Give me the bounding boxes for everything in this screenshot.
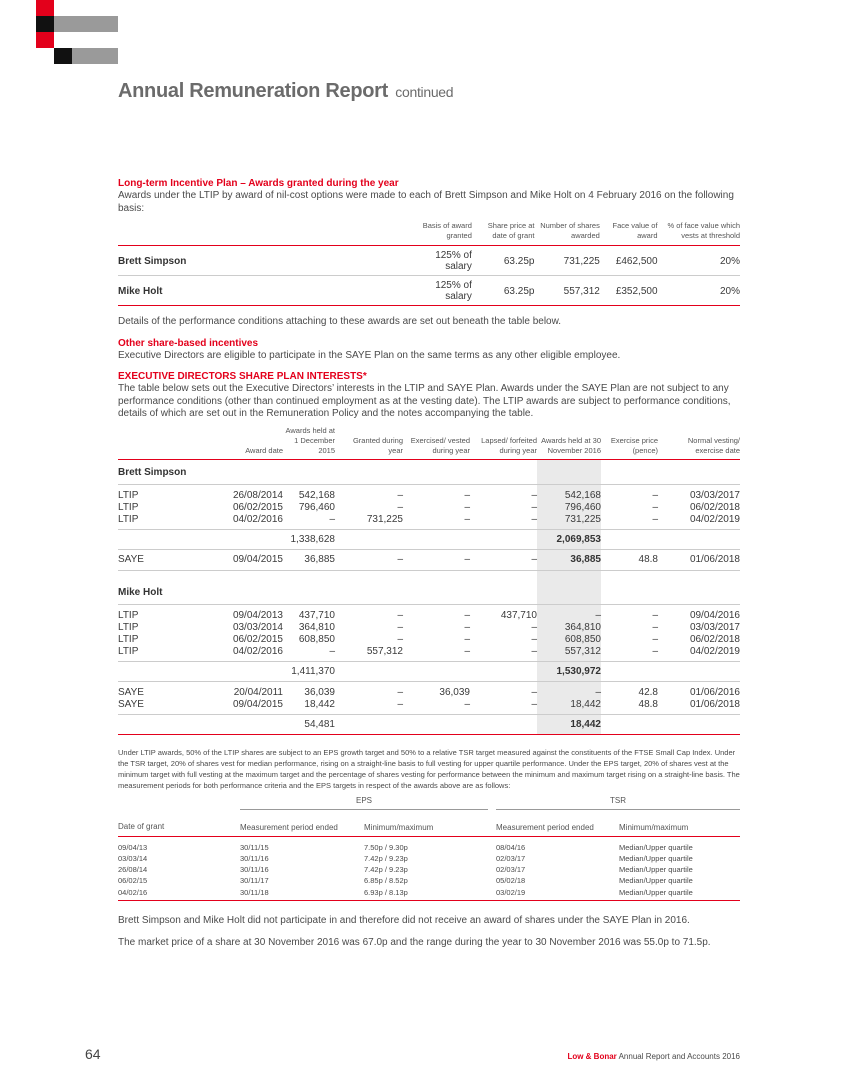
table-cell: LTIP [118, 621, 139, 633]
table-cell: 796,460 [298, 501, 335, 513]
table-cell: 30/11/16 [240, 865, 269, 875]
table-cell: – [464, 621, 470, 633]
table-cell: SAYE [118, 698, 144, 710]
table-cell: – [531, 489, 537, 501]
table-cell: 08/04/16 [496, 842, 526, 852]
table-cell [118, 221, 418, 246]
table-cell: 02/03/17 [496, 865, 526, 875]
table-cell [335, 661, 403, 681]
table-cell [118, 714, 168, 734]
table-cell [488, 853, 496, 864]
table-cell: 06/02/15 [118, 876, 148, 886]
subtotal-row [118, 529, 740, 549]
table-cell: Median/Upper quartile [619, 887, 740, 901]
eps-group-header: EPS [240, 796, 488, 810]
table-cell: 06/02/2018 [689, 633, 740, 645]
table-cell [335, 714, 403, 734]
table-cell: 04/02/16 [118, 887, 240, 901]
table-cell [403, 714, 470, 734]
table-cell: – [464, 698, 470, 710]
table-cell: 03/03/14 [118, 853, 148, 863]
table-cell [488, 836, 496, 853]
table-cell: LTIP [118, 609, 139, 621]
table-row [118, 681, 740, 699]
table-cell [118, 529, 168, 549]
table-cell [488, 864, 496, 875]
table-cell: – [464, 501, 470, 513]
table-cell [658, 529, 740, 549]
table-cell: – [464, 609, 470, 621]
table-cell: 05/02/18 [496, 876, 526, 886]
table-cell: 36,039 [304, 686, 335, 698]
person-row-mike: Mike Holt [118, 570, 740, 604]
table-header-row [118, 809, 740, 836]
interests-text: The table below sets out the Executive Directors’ interests in the LTIP and SAYE Plan. Awards under the SAYE Plan are not subject to any performance conditions (other than continued employment as at the vesting date). The LTIP awards are subject to performance conditions, details of which are set out in the Remuneration Policy and the notes accompanying the table. [118, 383, 731, 419]
ltip-intro: Awards under the LTIP by award of nil-cost options were made to each of Brett Simpson and Mike Holt on 4 February 2016 on the following basis: [118, 190, 734, 214]
table-header-row [118, 426, 740, 460]
table-cell [335, 529, 403, 549]
table-cell [601, 570, 658, 604]
other-heading: Other share-based incentives [118, 337, 259, 349]
table-cell: 7.42p / 9.23p [364, 865, 408, 875]
title-suffix: continued [395, 84, 454, 100]
col-header: Exercised/ vested during year [410, 435, 470, 455]
col-header: Minimum/maximum [619, 822, 689, 832]
closing-paragraph-2: The market price of a share at 30 November 2016 was 67.0p and the range during the year to 30 November 2016 was 55.0p to 71.5p. [118, 937, 711, 949]
group-header-row [118, 796, 740, 810]
table-cell: 54,481 [283, 714, 335, 734]
ltip-note: Details of the performance conditions attaching to these awards are set out beneath the table below. [118, 316, 562, 327]
table-cell: Median/Upper quartile [619, 842, 693, 852]
table-cell: 557,312 [537, 646, 601, 662]
main-content [118, 178, 740, 950]
table-cell: 437,710 [298, 609, 335, 621]
table-cell: 04/02/2019 [689, 645, 740, 657]
table-cell: 03/03/2014 [232, 621, 283, 633]
table-cell: – [397, 621, 403, 633]
table-cell: 04/02/2019 [689, 513, 740, 525]
table-cell: – [531, 686, 537, 698]
table-cell: 18,442 [537, 699, 601, 715]
table-cell: – [464, 633, 470, 645]
table-cell: LTIP [118, 489, 139, 501]
table-cell: Median/Upper quartile [619, 853, 693, 863]
table-cell [658, 714, 740, 734]
table-cell: 06/02/2018 [689, 501, 740, 513]
table-cell: – [531, 501, 537, 513]
interests-heading: EXECUTIVE DIRECTORS SHARE PLAN INTERESTS* [118, 371, 367, 382]
table-cell [168, 714, 283, 734]
table-cell: LTIP [118, 501, 139, 513]
table-cell [488, 875, 496, 886]
table-cell: – [531, 645, 537, 657]
col-header: Normal vesting/ exercise date [687, 435, 740, 455]
table-cell: – [537, 681, 601, 699]
table-cell: 796,460 [537, 502, 601, 514]
table-row [118, 836, 740, 853]
table-row: Mike Holt 125% of salary 63.25p 557,312 £352,500 20% [118, 276, 740, 306]
table-cell: 18,442 [537, 714, 601, 734]
table-cell: 09/04/13 [118, 842, 148, 852]
subtotal-row [118, 661, 740, 681]
tsr-group-header: TSR [496, 796, 740, 810]
doc-name: Annual Report and Accounts 2016 [618, 1052, 740, 1061]
table-cell: – [464, 645, 470, 657]
table-cell: – [397, 698, 403, 710]
table-cell [470, 529, 537, 549]
table-cell [488, 809, 496, 836]
table-cell: 30/11/18 [240, 887, 364, 901]
brand-logo [0, 0, 120, 70]
table-cell: 04/02/2016 [232, 645, 283, 657]
table-cell [601, 529, 658, 549]
col-header: Awards held at 30 November 2016 [541, 435, 601, 455]
table-cell: 36,885 [537, 549, 601, 570]
table-cell: 557,312 [366, 645, 403, 657]
table-cell: 1,411,370 [283, 661, 335, 681]
col-header: Awards held at 1 December 2015 [285, 425, 335, 455]
table-cell: Median/Upper quartile [619, 865, 693, 875]
table-row [118, 622, 740, 634]
table-cell [658, 459, 740, 484]
col-header: Number of shares awarded [540, 221, 600, 240]
table-cell: – [531, 513, 537, 525]
page-number: 64 [85, 1046, 101, 1062]
table-row [118, 864, 740, 875]
table-cell: 1,338,628 [283, 529, 335, 549]
table-cell [488, 796, 496, 810]
ltip-awards-table [118, 221, 740, 306]
table-row [118, 604, 740, 622]
table-cell: 30/11/16 [240, 853, 269, 863]
table-cell: 09/04/2015 [232, 698, 283, 710]
table-cell: 6.93p / 8.13p [364, 887, 488, 901]
table-cell [118, 796, 240, 810]
table-cell [537, 570, 601, 604]
table-cell: 6.85p / 8.52p [364, 876, 408, 886]
table-row [118, 699, 740, 715]
table-cell: LTIP [118, 633, 139, 645]
table-cell [168, 529, 283, 549]
table-cell: 26/08/2014 [232, 489, 283, 501]
table-cell: 30/11/17 [240, 876, 269, 886]
table-cell [658, 570, 740, 604]
table-cell: 03/03/2017 [689, 489, 740, 501]
table-cell: 04/02/2016 [232, 513, 283, 525]
table-cell: Median/Upper quartile [619, 876, 693, 886]
table-cell: – [329, 513, 335, 525]
table-cell: 09/04/2013 [232, 609, 283, 621]
measurement-periods-table [118, 796, 740, 901]
table-cell [403, 529, 470, 549]
table-cell: 36,885 [283, 549, 335, 570]
table-cell: 30/11/15 [240, 842, 269, 852]
table-cell: SAYE [118, 686, 144, 698]
table-row [118, 549, 740, 570]
table-row [118, 887, 740, 901]
table-row [118, 484, 740, 502]
table-cell: – [403, 549, 470, 570]
table-cell: 03/03/2017 [689, 621, 740, 633]
table-cell: LTIP [118, 513, 139, 525]
other-text: Executive Directors are eligible to participate in the SAYE Plan on the same terms as any other eligible employee. [118, 349, 621, 361]
table-cell: 437,710 [500, 609, 537, 621]
table-cell [118, 661, 168, 681]
col-header: Measurement period ended [496, 822, 594, 832]
col-header: Minimum/maximum [364, 822, 434, 832]
footer-brand [567, 1052, 740, 1061]
table-row [118, 646, 740, 662]
col-header: Share price at date of grant [487, 221, 535, 240]
table-cell [601, 714, 658, 734]
table-cell: SAYE [118, 549, 168, 570]
table-cell [488, 887, 496, 901]
table-cell: 20/04/2011 [233, 686, 283, 698]
table-cell: 731,225 [366, 513, 403, 525]
closing-paragraph-1: Brett Simpson and Mike Holt did not participate in and therefore did not receive an award of shares under the SAYE Plan in 2016. [118, 914, 690, 926]
table-cell: – [652, 609, 658, 621]
table-cell: 364,810 [537, 622, 601, 634]
table-cell [168, 661, 283, 681]
table-row [118, 634, 740, 646]
table-cell: – [335, 549, 403, 570]
table-cell: 7.50p / 9.30p [364, 842, 408, 852]
table-cell: 09/04/2016 [689, 609, 740, 621]
table-cell: 48.8 [601, 549, 658, 570]
table-cell: – [329, 645, 335, 657]
table-cell: 26/08/14 [118, 865, 148, 875]
table-row [118, 514, 740, 530]
table-cell: – [652, 513, 658, 525]
table-cell [658, 661, 740, 681]
table-cell: 42.8 [638, 686, 658, 698]
col-header: Basis of award granted [422, 221, 472, 240]
table-cell: 18,442 [304, 698, 335, 710]
page-title: Annual Remuneration Report continued [118, 80, 454, 102]
brand-name: Low & Bonar [567, 1052, 617, 1061]
col-header: Date of grant [118, 822, 165, 832]
table-cell: 01/06/2016 [689, 686, 740, 698]
table-cell: 731,225 [537, 514, 601, 530]
table-cell: 06/02/2015 [232, 633, 283, 645]
table-cell: – [652, 489, 658, 501]
table-cell: – [531, 698, 537, 710]
table-cell: – [652, 633, 658, 645]
table-cell: 542,168 [298, 489, 335, 501]
subtotal-row [118, 714, 740, 734]
table-cell: LTIP [118, 645, 139, 657]
table-cell: – [652, 645, 658, 657]
table-cell: – [397, 686, 403, 698]
table-cell: 06/02/2015 [232, 501, 283, 513]
col-header: Award date [245, 445, 283, 455]
table-cell [601, 661, 658, 681]
table-cell: 364,810 [298, 621, 335, 633]
table-cell: 7.42p / 9.23p [364, 853, 408, 863]
table-cell: 03/02/19 [496, 887, 619, 901]
table-cell: 09/04/2015 [168, 549, 283, 570]
table-cell: – [537, 604, 601, 622]
col-header: Face value of award [612, 221, 658, 240]
performance-conditions-text: Under LTIP awards, 50% of the LTIP shares are subject to an EPS growth target and 50% to a relative TSR target measured against the constituents of the FTSE Small Cap Index. Under the TSR target, 20% of shares vest for median performance, rising on a straight-line basis to full vesting for upper quartile performance. Under the EPS target, 20% of shares vest at the minimum target with full vesting at the maximum target and the percentage of shares vesting for performance between the minimum and maximum target rising on a straight-line basis. The measurement periods for both performance criteria and the EPS targets in respect of the awards above are as follows: [118, 747, 740, 790]
col-header: Measurement period ended [240, 822, 338, 832]
table-cell: 608,850 [298, 633, 335, 645]
table-cell: – [652, 621, 658, 633]
table-cell: 48.8 [638, 698, 658, 710]
table-cell [601, 459, 658, 484]
col-header: Lapsed/ forfeited during year [481, 435, 537, 455]
table-cell [118, 426, 168, 460]
table-cell: – [531, 621, 537, 633]
table-cell [470, 661, 537, 681]
table-cell: – [397, 609, 403, 621]
ltip-heading: Long-term Incentive Plan – Awards granted during the year [118, 178, 399, 189]
table-row [118, 502, 740, 514]
table-cell: 01/06/2018 [658, 549, 740, 570]
table-cell: 36,039 [439, 686, 470, 698]
table-row [118, 853, 740, 864]
table-cell: 2,069,853 [537, 529, 601, 549]
table-cell [403, 661, 470, 681]
col-header: % of face value which vests at threshold [667, 221, 740, 240]
table-row: Brett Simpson 125% of salary 63.25p 731,225 £462,500 20% [118, 246, 740, 276]
table-cell: 01/06/2018 [689, 698, 740, 710]
table-header-row [118, 221, 740, 246]
table-cell: 608,850 [537, 634, 601, 646]
person-row-brett: Brett Simpson [118, 459, 740, 484]
share-plan-interests-table [118, 426, 740, 735]
table-cell [537, 459, 601, 484]
table-cell: – [397, 501, 403, 513]
col-header: Granted during year [352, 435, 403, 455]
table-row [118, 875, 740, 886]
table-cell: – [652, 501, 658, 513]
table-cell [470, 714, 537, 734]
table-cell: – [397, 489, 403, 501]
table-cell: – [464, 513, 470, 525]
table-cell: – [470, 549, 537, 570]
table-cell: – [397, 633, 403, 645]
col-header: Exercise price (pence) [610, 435, 658, 455]
table-cell: 02/03/17 [496, 853, 526, 863]
table-cell: 542,168 [537, 484, 601, 502]
table-cell: – [531, 633, 537, 645]
table-cell: – [464, 489, 470, 501]
table-cell: 1,530,972 [537, 661, 601, 681]
